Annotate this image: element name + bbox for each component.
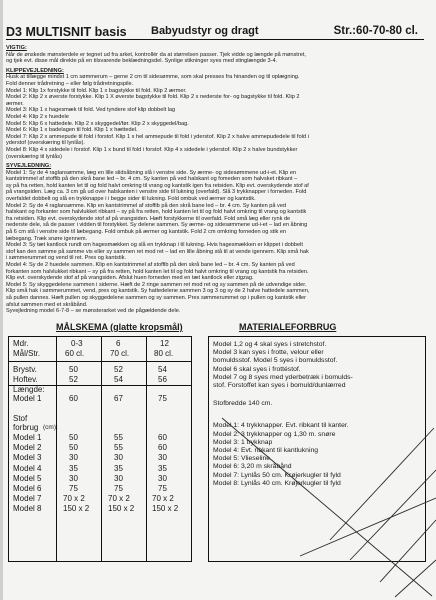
instruction-line: på vrangsiden. Læg ca. 3 cm gå ud over halskanten i venstre side til lukning (overfald). Slå 3 trykknapper i forneden. Fold: [6, 189, 307, 196]
table-cell: 30: [114, 453, 123, 463]
table-row-label: Model 4: [13, 463, 42, 473]
table-row-label: Model 7: [13, 494, 42, 504]
table-cell: 150 x 2: [152, 504, 179, 514]
row-label: Brystv.: [13, 365, 37, 374]
instruction-line: fra retsiden. Klip evt. overskydende stof af på vrangsiden. Hæft forstykkerne til overfald. Fold små læg eller rynk de: [6, 215, 291, 222]
instruction-line: og tjek evt. disse mål direkte på en tilsvarende beklædningsdel. Synlige stikninger syes med stinglængde 3-4.: [6, 58, 278, 65]
size-range: Str.:60-70-80 cl.: [333, 25, 418, 37]
instruction-line: Model 2: Klip 2 x øverste forstykke. Klip 1 X øverste bagstykke til fold. Klip 2 x nederste for- og bagstykke til fold. Klip 2: [6, 94, 300, 101]
instruction-line: Model 1: Klip 1x forstykke til fold. Klip 1 x bagstykke til fold. Klip 2 ærmer.: [6, 87, 187, 94]
notion-line: Model 2: 3 trykknapper og 1,30 m. snøre: [213, 430, 336, 438]
length-label: Længde:: [13, 385, 45, 394]
material-line: Model 1,2 og 4 skal syes i stretchstof.: [213, 341, 327, 348]
table-cell: 60: [158, 443, 167, 453]
instruction-line: Fold denner trådretning – eller følg trådretningspile.: [6, 80, 134, 87]
table-cell: 52: [69, 375, 78, 384]
fabric-unit: (cm):: [43, 424, 58, 431]
table-cell: 30: [158, 453, 167, 463]
spacer: [213, 390, 421, 400]
table-cell: 30: [69, 453, 78, 463]
scan-edge: [0, 0, 3, 600]
notion-line: Model 4: Evt. ribkant til kantlukning: [213, 447, 319, 455]
column-months: 12: [160, 339, 169, 348]
table-cell: 67: [114, 394, 123, 403]
instruction-line: (overskæring til lynlås): [6, 153, 62, 160]
instruction-line: Når de ønskede mønsterdele er tegnet ud fra arket, kontrollér da at størrelsen passer. Tjek vidde og længde på mønstret,: [6, 51, 306, 58]
table-cell: 75: [69, 484, 78, 493]
table-cell: 150 x 2: [63, 504, 90, 514]
instruction-line: ærmer.: [6, 100, 24, 107]
table-cell: 54: [158, 365, 167, 374]
table-cell: 75: [158, 394, 167, 403]
material-line: stof. Forstoffet kan syes i bomuld/dunlærred: [213, 382, 346, 390]
instruction-line: i sømmerummet og vend til ret. Pres og kantstik.: [6, 255, 126, 262]
row-label: Model 1: [13, 394, 42, 403]
instruction-line: Model 6: Klip 1 x badelagen til fold. Klip 1 x hættedel.: [6, 127, 138, 134]
pen-stroke: [395, 560, 436, 597]
table-cell: 50: [69, 443, 78, 453]
table-divider: [56, 337, 57, 561]
table-cell: 56: [158, 375, 167, 384]
instruction-line: Model 1: Sy de 4 raglansømme, læg en lille slidsåbning slå i venstre side. Sy ærme- og sidesømmene ud-i-et. Klip en: [6, 169, 297, 176]
table-cell: 30: [69, 473, 78, 483]
measure-chart-title: MÅLSKEMA (glatte kropsmål): [56, 322, 183, 332]
instruction-line: Model 5: Klip 6 x hattedele. Klip 2 x skyggedel/før. Klip 2 x skyggedel/bag.: [6, 120, 189, 127]
notion-line: Model 8: Lynlås 40 cm. Krøjerkugler til fyld: [213, 479, 341, 487]
instruction-line: Model 8: Klip 4 x sidedele i forstof. Klip 1 x bund til fold i forstof. Klip 4 x sidedele i yderstof. Klip 2 x halve bundstykker: [6, 146, 298, 153]
table-divider: [146, 337, 147, 561]
instruction-line: nederste dele, så de passer i vidden til forstykket. Sy delene sammen. Sy ærme- og sidesømmene ud-i-et – lad en åbning: [6, 222, 308, 229]
instruction-line: Model 4: Klip 2 x huedele: [6, 113, 69, 120]
instructions-text: [6, 45, 418, 315]
instruction-line: Model 4: Sy de 2 huedele sammen. Klip en kantstrimmel af stoffib på den skrå bane led – br. 4 cm. Sy kanten på ved: [6, 262, 295, 268]
months-label: Mdr.: [13, 339, 29, 348]
table-cell: 54: [114, 375, 123, 384]
instruction-line: Klip evt. overskydende stof af på vrangsiden. Afslut huen forneden med en tæt kantlock eller zigzag.: [6, 275, 254, 282]
instruction-line: halskant og forkanter som halvlukket ribkant – sy på fra retten, hold kanten let til og fold halvt omkring til vrang og kantstik: [6, 209, 307, 216]
table-cell: 35: [114, 463, 123, 473]
instruction-line: Model 7: Klip 2 x ammepude til fold i forstof. Klip 1 x hel ammepude til fold i yderstof. Klip 2 x halve ammepudedele til fold i: [6, 133, 309, 140]
table-cell: 35: [158, 463, 167, 473]
table-row-label: Model 5: [13, 473, 42, 483]
instruction-line: Model 3: Klip 1 x hagesmæk til fold. Ved tyndere stof klip dobbelt lag: [6, 107, 176, 114]
row-label: Hoftev.: [13, 375, 38, 384]
fabric-width: Stofbredde 140 cm.: [213, 400, 273, 408]
table-row-label: Model 2: [13, 443, 42, 453]
table-row-label: Model 6: [13, 484, 42, 493]
instruction-line: kantstrimmel af stoffib på den skrå bane led – br. 4 cm. Sy kanten på ved halskant og fomeden som halvsket ribkant –: [6, 176, 298, 183]
pattern-title: Babyudstyr og dragt: [151, 25, 259, 37]
table-cell: 52: [114, 365, 123, 374]
table-row-label: Model 1: [13, 433, 42, 442]
instruction-line: yderstof (overskæring til lynlås).: [6, 140, 85, 147]
table-cell: 50: [69, 433, 78, 442]
page-header: [6, 25, 424, 40]
instruction-line: Model 5: Sy skyggedelene sammen i siderne. Hæft de 2 ringe sammen ret mod ret og sy sammen på de udvendige sider.: [6, 281, 307, 288]
table-cell: 50: [69, 365, 78, 374]
column-months: 6: [116, 339, 121, 348]
table-cell: 70 x 2: [63, 494, 85, 504]
table-cell: 30: [158, 473, 167, 483]
notion-line: Model 1: 4 trykknapper. Evt. ribkant til kanter.: [213, 422, 349, 430]
material-line: Model 7 og 8 syes med yderbetræk i bomulds-: [213, 373, 353, 381]
section-heading: KLIPPEVEJLEDNING:: [6, 67, 64, 74]
instruction-line: på 6 cm stå i venstre side til læbegang. Fold ombuk på ærmer og kantstik. Fold 2 cm omkring forneden og stik en: [6, 229, 287, 236]
section-heading: SYVEJLEDNING:: [6, 163, 52, 170]
table-cell: 55: [114, 433, 123, 442]
instruction-line: forkanten som halvlukket ribkant – sy på fra retten, hold kanten let til og fold halvt omkring til vrang og kantstik fra retsiden.: [6, 268, 309, 275]
table-cell: 60: [158, 433, 167, 442]
column-months: 0-3: [71, 339, 83, 348]
column-size: 70 cl.: [110, 349, 130, 358]
size-label: Mål/Str.: [13, 349, 41, 358]
notion-line: Model 7: Lynlås 50 cm. Krøjerkugler til fyld: [213, 471, 341, 479]
measurement-table: [8, 336, 192, 562]
table-cell: 70 x 2: [108, 494, 130, 504]
notion-line: Model 3: 1 trykknap: [213, 438, 273, 446]
material-usage-title: MATERIALEFORBRUG: [239, 322, 337, 332]
table-divider: [9, 361, 191, 362]
material-line: bomuldsstof. Model 5 syes i bomuldsstof.: [213, 357, 338, 365]
table-cell: 75: [158, 484, 167, 493]
fabric-label: Stof: [13, 414, 28, 423]
instruction-line: Syvejledning model 6-7-8 – se mønsterarket ved de pågældende dele.: [6, 308, 181, 315]
material-line: Model 6 skal syes i frottéstof.: [213, 365, 301, 373]
instruction-line: stof kan den sømme på samme vis eller sy sammen ret mod ret – lad en lille åbning stå til at vende igennem. Klip små hak: [6, 248, 309, 255]
instruction-line: Model 2: Sy de 4 raglansømme. Klip en kantstrimmel af stoffib på den skrå bane led – br. 4 cm. Sy kanten på ved: [6, 202, 287, 209]
table-cell: 70 x 2: [152, 494, 174, 504]
spacer: [213, 408, 421, 422]
column-size: 60 cl.: [65, 349, 85, 358]
table-divider: [101, 337, 102, 561]
materials-box: [208, 336, 426, 562]
instruction-line: så pullen dannes. Hæft pullen og skyggedelene sammen og sy sammen. Pres sømmerummet op i pullen og kantstik eller: [6, 294, 307, 301]
pattern-code: D3 MULTISNIT basis: [6, 25, 127, 39]
instruction-line: overfaldet dobbelt og slå en trykknappe i i begge sider til lukning. Fold ombuk ved ærmer og kantstik.: [6, 196, 256, 203]
table-cell: 150 x 2: [108, 504, 135, 514]
table-row-label: Model 8: [13, 504, 42, 514]
instruction-line: læbegang. Træk snøre igennem.: [6, 235, 88, 242]
table-cell: 75: [114, 484, 123, 493]
notion-line: Model 5: Vlieseline: [213, 455, 271, 463]
table-cell: 55: [114, 443, 123, 453]
instruction-line: Husk at tillægge mindst 1 cm sømmerum – gerne 2 cm til sidesømme, som skal presses fra hinanden og til oplægning.: [6, 74, 300, 81]
column-size: 80 cl.: [154, 349, 174, 358]
table-cell: 60: [69, 394, 78, 403]
fabric-label: forbrug: [13, 423, 39, 432]
section-heading: VIGTIG:: [6, 45, 27, 51]
instruction-line: sy på fra retten, hold kanten let til og fold halvt omkring til vrang og kantstik igen fra retsiden. Klip evt. overskydende stof af: [6, 182, 309, 189]
table-cell: 35: [69, 463, 78, 473]
instruction-line: Model 3: Sy tæt kantlock rundt om hagesmækken og slå en trykknap i til lukning. Hvis hagesmækken er klippet i dobbelt: [6, 242, 303, 249]
material-line: Model 3 kan syes i frotte, velour eller: [213, 349, 324, 357]
table-row-label: Model 3: [13, 453, 42, 463]
table-cell: 30: [114, 473, 123, 483]
notion-line: Model 6: 3,20 m skråbånd: [213, 463, 292, 471]
instruction-line: afslut sømmen med et skråbånd.: [6, 301, 88, 308]
instruction-line: Klip små hak i sømmerummet, vend, pres og kantstik. Sy hattedelene sammen 3 og 3 og sy de 2 halve hattedele sammen,: [6, 288, 310, 295]
